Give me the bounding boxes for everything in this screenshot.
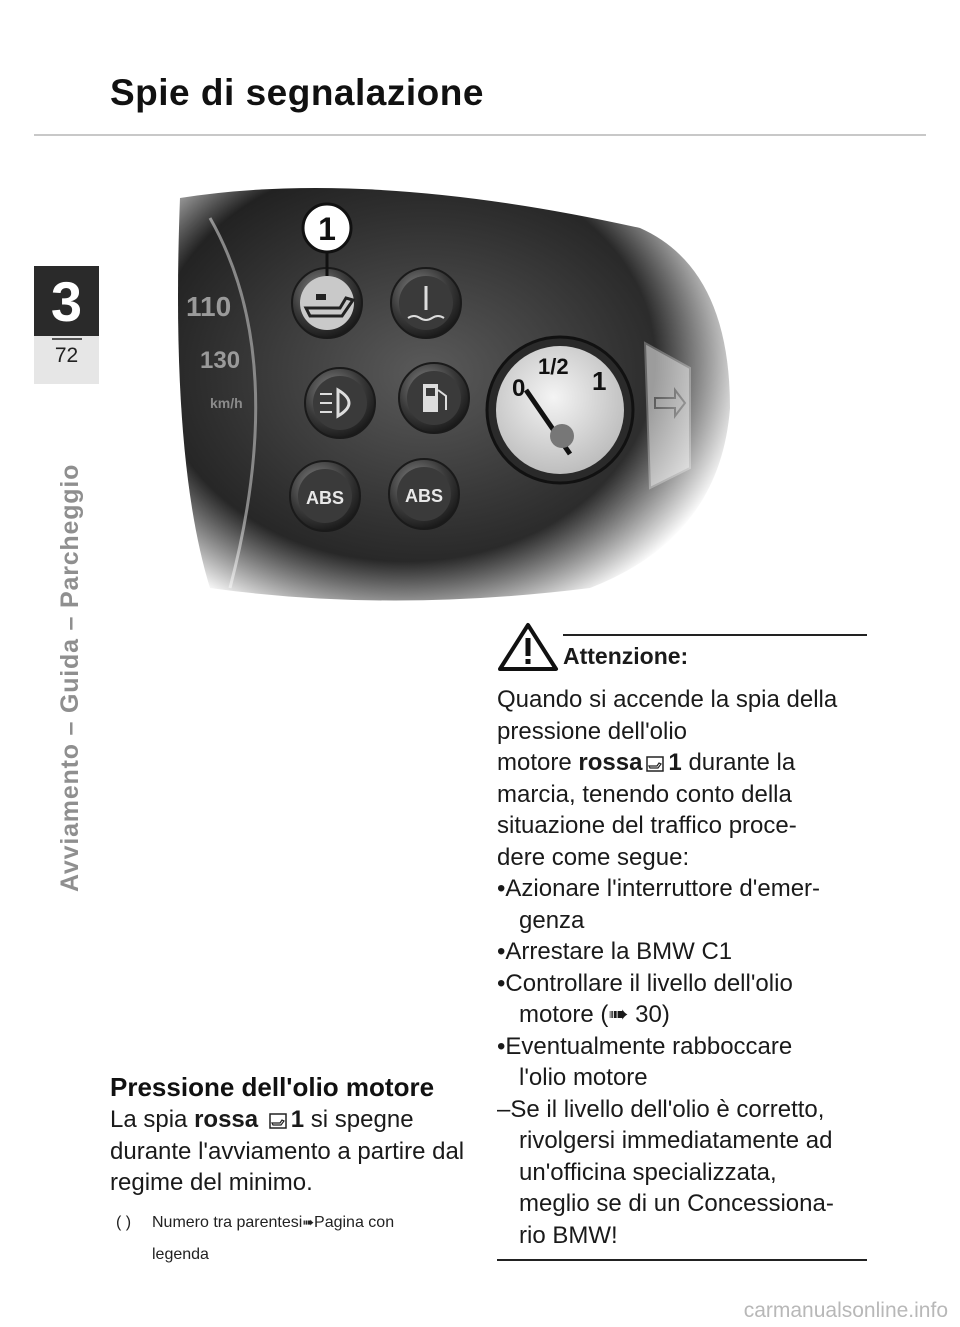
warning-header xyxy=(497,622,688,672)
page-title: Spie di segnalazione xyxy=(110,72,484,113)
bullet-continuation: l'olio motore xyxy=(519,1064,648,1091)
motor-post: durante la xyxy=(681,749,796,776)
section-heading: Pressione dell'olio motore xyxy=(110,1072,435,1102)
warning-line xyxy=(497,747,867,779)
warning-line: marcia, tenendo conto della xyxy=(497,780,792,808)
arrow-icon: ➠ xyxy=(302,1214,315,1230)
bullet-text: Arrestare la BMW C1 xyxy=(505,938,733,965)
dash-text: Se il livello dell'olio è corretto, xyxy=(510,1095,825,1123)
motor-ref: 1 xyxy=(668,749,682,776)
oil-pressure-icon xyxy=(646,755,664,773)
para-ref: 1 xyxy=(290,1106,305,1133)
bullet-item: •Arrestare la BMW C1 xyxy=(497,938,733,965)
bullet-text: Azionare l'interruttore d'emer- xyxy=(505,875,821,902)
legend xyxy=(116,1206,476,1271)
page-number: 72 xyxy=(54,344,79,367)
chapter-side-label: Avviamento – Guida – Parcheggio xyxy=(56,463,84,892)
instrument-cluster-photo xyxy=(170,158,730,608)
warning-line: pressione dell'olio xyxy=(497,717,688,745)
para-pre: La spia xyxy=(110,1106,195,1133)
dash-continuation: meglio se di un Concessiona- xyxy=(519,1190,834,1217)
section-paragraph xyxy=(110,1104,470,1199)
bullet-continuation: motore (➠ 30) xyxy=(519,1001,670,1028)
oil-pressure-icon xyxy=(269,1112,287,1130)
legend-text2: Pagina con xyxy=(314,1214,395,1231)
legend-symbol: ( ) xyxy=(116,1214,132,1231)
para-bold: rossa xyxy=(194,1106,259,1133)
legend-text3: legenda xyxy=(152,1246,209,1263)
dash-continuation: rio BMW! xyxy=(519,1221,618,1249)
bullet-text: Controllare il livello dell'olio xyxy=(505,969,793,997)
bullet-continuation: genza xyxy=(519,906,585,934)
chapter-tab xyxy=(34,266,99,384)
bullet-item: •Azionare l'interruttore d'emer- xyxy=(497,875,821,902)
chapter-separator xyxy=(52,338,82,340)
warning-line: Quando si accende la spia della xyxy=(497,686,838,713)
watermark: carmanualsonline.info xyxy=(743,1299,948,1322)
bullet-item: •Controllare il livello dell'olio xyxy=(497,969,793,997)
chapter-number: 3 xyxy=(50,270,83,333)
para-post: si spegne durante l'avviamento a partire dal regime del minimo. xyxy=(110,1106,465,1196)
bullet-text: Eventualmente rabboccare xyxy=(505,1032,793,1060)
warning-title: Attenzione: xyxy=(563,643,689,669)
warning-line: situazione del traffico proce- xyxy=(497,812,797,839)
figure-callout-1: 1 xyxy=(318,211,336,247)
dash-continuation: un'officina specializzata, xyxy=(519,1158,777,1186)
warning-rule-bottom xyxy=(497,1259,867,1261)
title-divider xyxy=(34,134,926,136)
warning-line: dere come segue: xyxy=(497,843,690,871)
bullet-item: •Eventualmente rabboccare xyxy=(497,1032,793,1060)
motor-pre: motore xyxy=(497,749,579,776)
warning-triangle-icon xyxy=(497,622,559,672)
motor-bold: rossa xyxy=(578,749,643,776)
dash-item: –Se il livello dell'olio è corretto, xyxy=(497,1095,825,1123)
legend-text: Numero tra parentesi xyxy=(152,1214,303,1231)
dash-continuation: rivolgersi immediatamente ad xyxy=(519,1127,833,1154)
warning-body xyxy=(497,684,867,1251)
